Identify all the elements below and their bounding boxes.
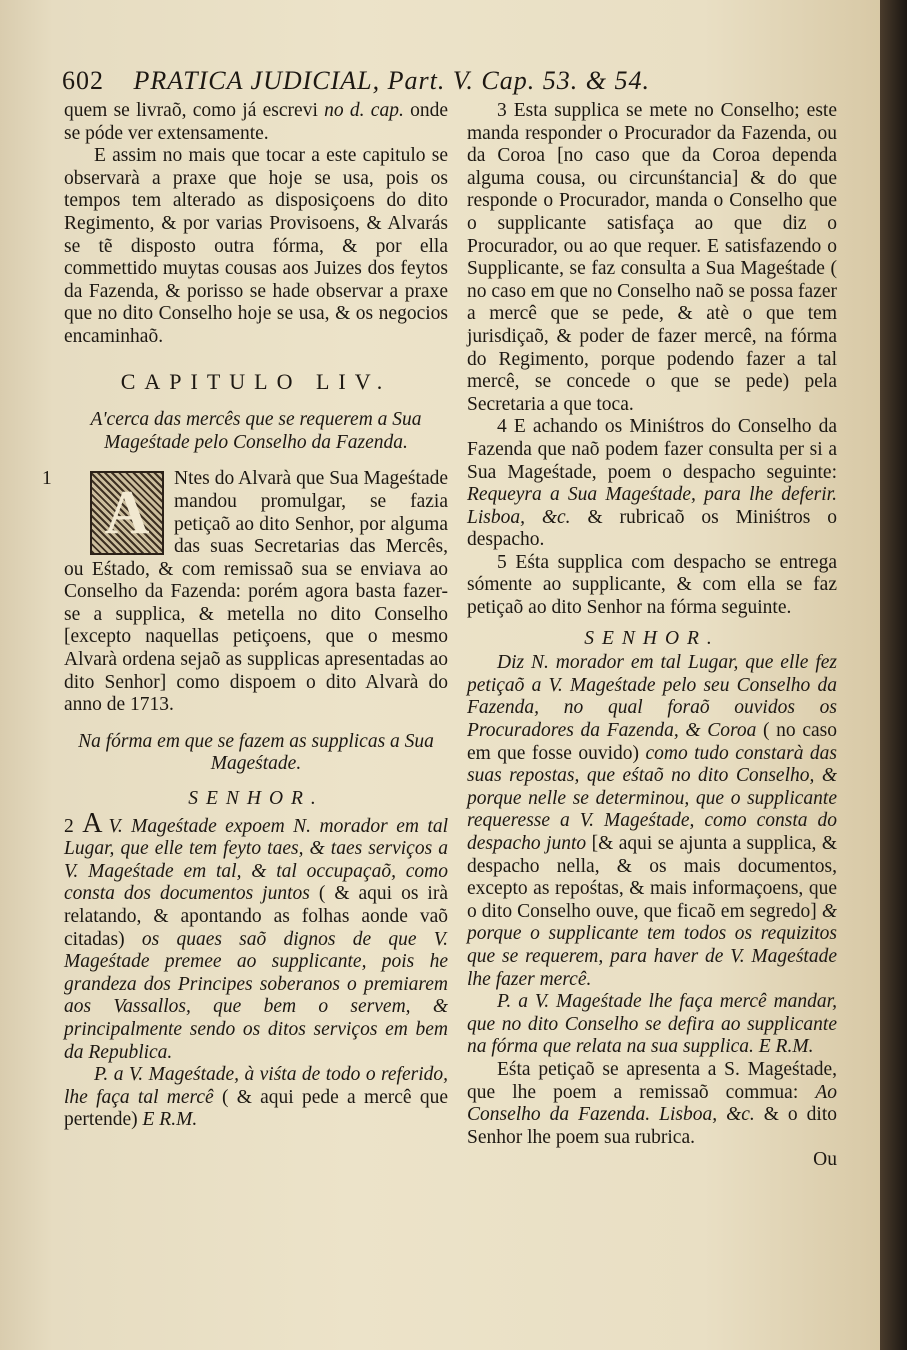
right-column <box>467 100 837 1172</box>
petition-note: ( & aqui os irà relatando, & apontando as folhas aonde vaõ citadas) <box>64 883 449 950</box>
paragraph-5: 5 Eśta supplica com despacho se entrega sómente ao supplicante, & com ella se faz petiçaõ ao dito Senhor na fórma seguinte. <box>467 551 837 619</box>
dispatch-formula: Requeyra a Sua Mageśtade, para lhe deferir. Lisboa, &c. <box>467 484 837 528</box>
petition-text-cont: os quaes saõ dignos de que V. Mageśtade premee ao supplicante, pois he grandeza dos Principes soberanos o premiarem aos Vassallos, que bem o servem, & principalmente sendo os ditos serviços em bem da Republica. <box>64 928 449 1063</box>
remission-formula: Ao Conselho da Fazenda. Lisboa, &c. <box>467 1081 837 1126</box>
paragraph-number: 1 <box>42 468 52 490</box>
petition-note: ( no caso em que fosse ouvido) <box>467 720 837 764</box>
paragraph-4-end: & rubricaõ os Miniśtros o despacho. <box>467 506 837 551</box>
initial-letter: A <box>82 807 103 839</box>
continuation-text-end: onde se póde ver extensamente. <box>64 100 448 144</box>
petition-request: P. a V. Mageśtade, à viśta de todo o referido, lhe faça tal mercê <box>64 1064 448 1108</box>
continuation-reference: no d. cap. <box>324 100 404 121</box>
petition-bracket-note: [& aqui se ajunta a supplica, & despacho nella, & os mais documentos, excepto as repośtas, & mais informaçoens, que o dito Conselho ouve, que ficaõ em segredo] <box>467 833 837 922</box>
paragraph-4 <box>467 416 837 552</box>
senhor-heading: SENHOR. <box>188 788 324 810</box>
running-title: PRATICA JUDICIAL, Part. V. Cap. 53. & 54. <box>133 66 650 95</box>
senhor-heading-right: SENHOR. <box>584 627 720 649</box>
form-heading: Na fórma em que se fazem as supplicas a Sua Mageśtade. <box>78 730 434 775</box>
petition-paragraph <box>467 652 837 991</box>
continuation-paragraph <box>64 100 448 145</box>
chapter-heading: CAPITULO LIV. <box>120 368 392 394</box>
paragraph-3: 3 Esta supplica se mete no Conselho; este manda responder o Procurador da Fazenda, ou da Coroa [no caso que da Coroa dependa alguma cousa, ou circunśtancia] & do que responde o Procurador, manda o Conselho que o supplicante satisfaça ao que diz o Procurador, ou ao que requer. E satisfazendo o Supplicante, se faz consulta a Sua Mageśtade ( no caso em que no Conselho naõ se possa fazer a mercê que se pede, & atè o que tem jurisdiçaõ, & poder de fazer mercê, na fórma do Regimento, porque podendo fazer a tal mercê, se concede o que se pede) pela Secretaria a que toca. <box>467 100 837 415</box>
paragraph-number: 2 <box>64 815 74 837</box>
petition-closing <box>64 1064 448 1132</box>
paragraph-1-text: Ntes do Alvarà que Sua Mageśtade mandou promulgar, se fazia petiçaõ ao dito Senhor, por alguma das suas Secretarias das Mercês, ou Eśtado, & com remissaõ sua se enviava ao Conselho da Fazenda: porém agora basta fazer-se a supplica, & metella no dito Conselho [excepto naquellas petiçoens, que o mesmo Alvarà ordena sejaõ as supplicas apresentadas ao dito Senhor] como dispoem o dito Alvarà do anno de 1713. <box>64 468 448 716</box>
petition-signoff: E R.M. <box>142 1109 198 1131</box>
chapter-title: A'cerca das mercês que se requerem a Sua Mageśtade pelo Conselho da Fazenda. <box>90 409 422 453</box>
petition-text: Diz N. morador em tal Lugar, que elle fez petiçaõ a V. Mageśtade pelo seu Conselho da Fazenda, no qual foraõ ouvidos os Procuradores da Fazenda, & Coroa <box>467 652 837 742</box>
petition-text: V. Mageśtade expoem N. morador em tal Lugar, que elle tem feyto taes, & taes serviços a V. Mageśtade em tal, & tal occupaçaõ, como consta dos documentos juntos <box>64 815 448 905</box>
final-text: Eśta petiçaõ se apresenta a S. Mageśtade, que lhe poem a remissaõ commua: <box>467 1058 837 1103</box>
catchword: Ou <box>813 1149 837 1171</box>
page-number: 602 <box>62 66 104 95</box>
final-text-end: & o dito Senhor lhe poem sua rubrica. <box>467 1104 837 1148</box>
running-header <box>62 66 832 100</box>
initial-letter: A <box>104 479 150 548</box>
petition-request-note: ( & aqui pede a mercê que pertende) <box>64 1086 448 1131</box>
paragraph-4-text: 4 E achando os Miniśtros do Conselho da Fazenda que naõ podem fazer consulta per si a Sua Mageśtade, poem o despacho seguinte: <box>467 416 837 483</box>
petition-text-end: & porque o supplicante tem todos os requizitos que se requerem, para haver de V. Mageśtade lhe fazer mercê. <box>467 900 837 990</box>
paragraph-2 <box>64 807 449 1065</box>
decorated-initial-icon <box>90 471 164 555</box>
left-column <box>42 100 449 1132</box>
final-paragraph <box>467 1059 837 1149</box>
continuation-text: quem se livraõ, como já escrevi <box>64 100 325 121</box>
petition-request: P. a V. Mageśtade lhe faça mercê mandar, que no dito Conselho se defira ao supplicante na fórma que relata na sua supplica. E R.M. <box>467 991 837 1058</box>
assim-paragraph: E assim no mais que tocar a este capitulo se observarà a praxe que hoje se usa, pois os tempos tem alterado as disposiçoens do dito Regimento, & por varias Provisoens, & Alvarás se tẽ disposto outra fórma, & por ella commettido muytas cousas aos Juizes dos feytos da Fazenda, & porisso se hade observar a praxe que no dito Conselho hoje se usa, & os negocios encaminhaõ. <box>64 145 448 347</box>
petition-text-cont: como tudo constarà das suas repostas, que eśtaõ no dito Conselho, & porque nelle se determinou, que o supplicante requeresse a V. Mageśtade, como consta do despacho junto <box>467 742 837 854</box>
book-edge <box>880 0 907 1350</box>
paragraph-1 <box>42 468 448 717</box>
